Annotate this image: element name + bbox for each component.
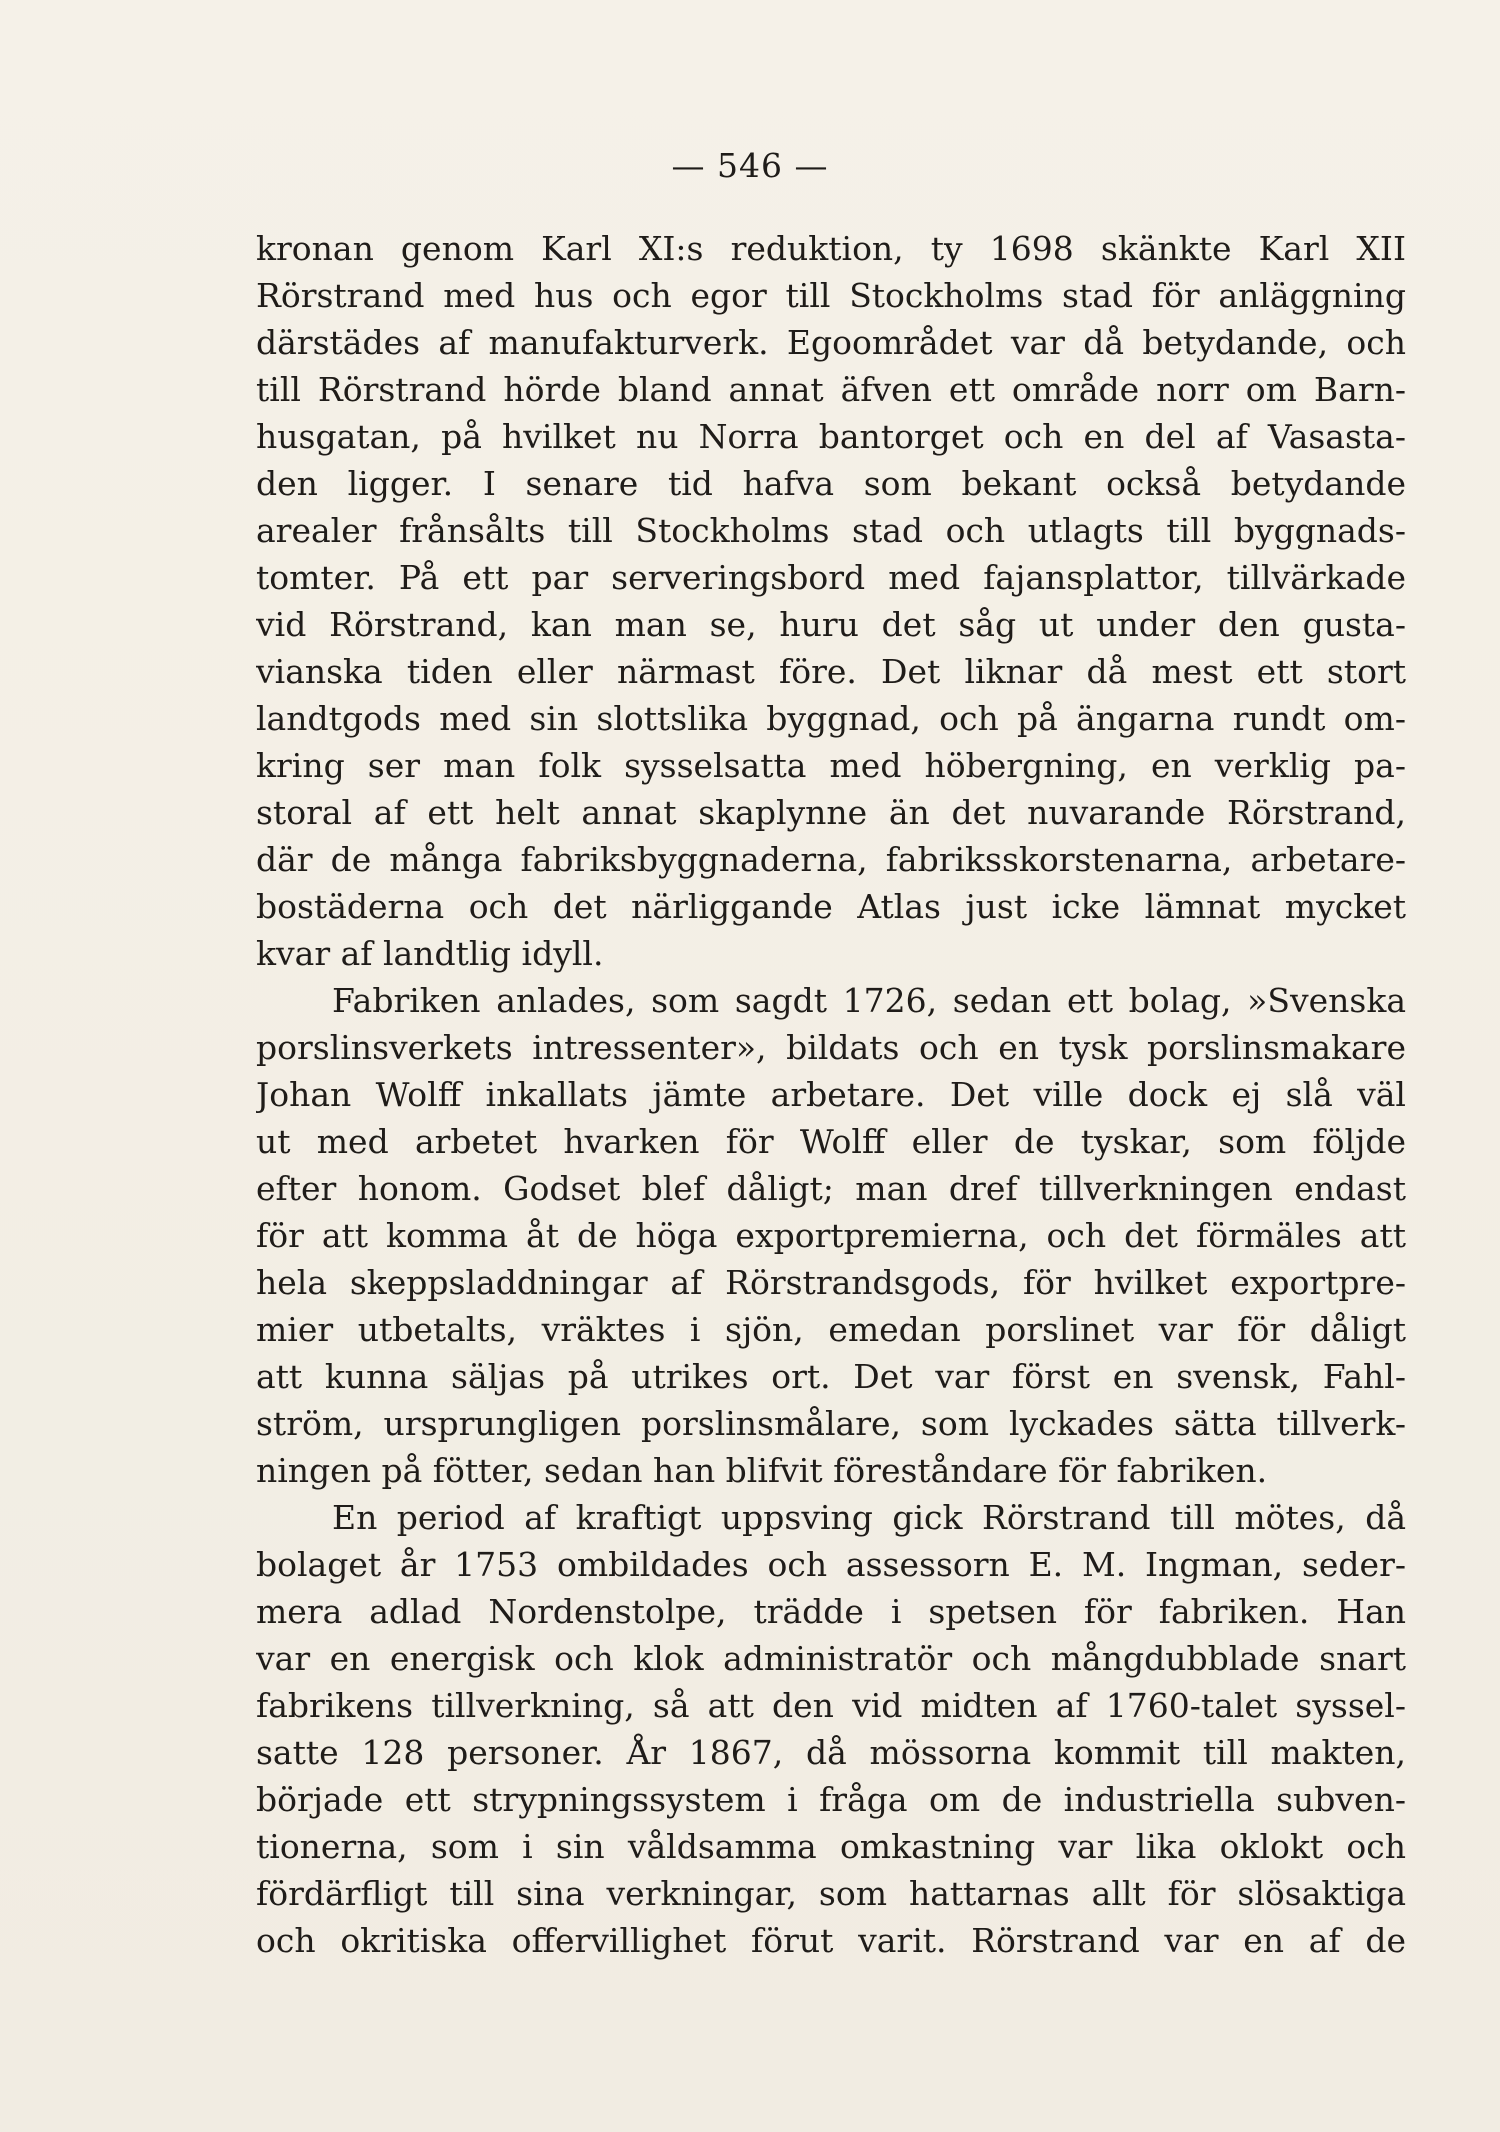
text-line: till Rörstrand hörde bland annat äfven ett område norr om Barn- <box>256 370 1406 409</box>
text-line: tomter. På ett par serveringsbord med fajansplattor, tillvärkade <box>256 558 1406 597</box>
text-line: ström, ursprungligen porslinsmålare, som lyckades sätta tillverk- <box>256 1404 1406 1443</box>
text-line: mera adlad Nordenstolpe, trädde i spetsen för fabriken. Han <box>256 1592 1406 1631</box>
text-line: ut med arbetet hvarken för Wolff eller de tyskar, som följde <box>256 1122 1406 1161</box>
text-line: bolaget år 1753 ombildades och assessorn E. M. Ingman, seder- <box>256 1545 1406 1584</box>
text-line: efter honom. Godset blef dåligt; man dref tillverkningen endast <box>256 1169 1406 1208</box>
text-line: kvar af landtlig idyll. <box>256 934 604 973</box>
text-line: porslinsverkets intressenter», bildats och en tysk porslinsmakare <box>256 1028 1406 1067</box>
text-line: där de många fabriksbyggnaderna, fabriksskorstenarna, arbetare- <box>256 840 1406 879</box>
text-line: var en energisk och klok administratör och mångdubblade snart <box>256 1639 1406 1678</box>
text-line: bostäderna och det närliggande Atlas just icke lämnat mycket <box>256 887 1406 926</box>
text-line: vianska tiden eller närmast före. Det liknar då mest ett stort <box>256 652 1406 691</box>
body-text <box>256 225 1406 1964</box>
text-line: mier utbetalts, vräktes i sjön, emedan porslinet var för dåligt <box>256 1310 1406 1349</box>
text-line: för att komma åt de höga exportpremierna, och det förmäles att <box>256 1216 1406 1255</box>
text-line: hela skeppsladdningar af Rörstrandsgods, för hvilket exportpre- <box>256 1263 1406 1302</box>
text-line: började ett strypningssystem i fråga om de industriella subven- <box>256 1780 1406 1819</box>
text-line: Johan Wolff inkallats jämte arbetare. Det ville dock ej slå väl <box>256 1075 1406 1114</box>
text-line: arealer frånsålts till Stockholms stad och utlagts till byggnads- <box>256 511 1406 550</box>
text-line: kronan genom Karl XI:s reduktion, ty 1698 skänkte Karl XII <box>256 229 1406 268</box>
text-line: fabrikens tillverkning, så att den vid midten af 1760-talet syssel- <box>256 1686 1406 1725</box>
text-line: kring ser man folk sysselsatta med höbergning, en verklig pa- <box>256 746 1406 785</box>
text-line: storal af ett helt annat skaplynne än det nuvarande Rörstrand, <box>256 793 1406 832</box>
text-line: den ligger. I senare tid hafva som bekant också betydande <box>256 464 1406 503</box>
text-line: att kunna säljas på utrikes ort. Det var först en svensk, Fahl- <box>256 1357 1406 1396</box>
page-number: — 546 — <box>671 146 829 185</box>
text-line: därstädes af manufakturverk. Egoområdet var då betydande, och <box>256 323 1406 362</box>
text-line: tionerna, som i sin våldsamma omkastning var lika oklokt och <box>256 1827 1406 1866</box>
text-line: och okritiska offervillighet förut varit. Rörstrand var en af de <box>256 1921 1406 1960</box>
text-line: vid Rörstrand, kan man se, huru det såg ut under den gusta- <box>256 605 1406 644</box>
text-line: ningen på fötter, sedan han blifvit föreståndare för fabriken. <box>256 1451 1268 1490</box>
text-line: husgatan, på hvilket nu Norra bantorget och en del af Vasasta- <box>256 417 1406 456</box>
text-line: Rörstrand med hus och egor till Stockholms stad för anläggning <box>256 276 1406 315</box>
text-line: fördärfligt till sina verkningar, som hattarnas allt för slösaktiga <box>256 1874 1406 1913</box>
text-line: satte 128 personer. År 1867, då mössorna kommit till makten, <box>256 1733 1406 1772</box>
text-line: landtgods med sin slottslika byggnad, och på ängarna rundt om- <box>256 699 1406 738</box>
text-line: Fabriken anlades, som sagdt 1726, sedan ett bolag, »Svenska <box>332 981 1406 1020</box>
text-line: En period af kraftigt uppsving gick Rörstrand till mötes, då <box>332 1498 1406 1537</box>
